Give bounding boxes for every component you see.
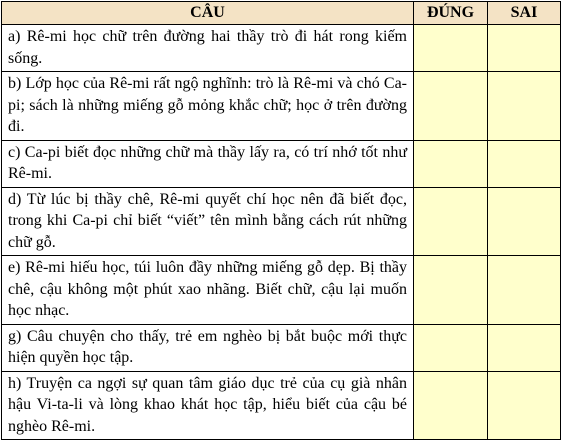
table-row bbox=[2, 25, 561, 72]
table-row bbox=[2, 324, 561, 371]
header-false: SAI bbox=[488, 2, 561, 25]
false-cell-e[interactable] bbox=[488, 256, 561, 325]
statement-c: c) Ca-pi biết đọc những chữ mà thầy lấy ra, có trí nhớ tốt như Rê-mi. bbox=[2, 140, 414, 187]
true-cell-e[interactable] bbox=[414, 256, 488, 325]
header-true: ĐÚNG bbox=[414, 2, 488, 25]
false-cell-d[interactable] bbox=[488, 187, 561, 256]
false-cell-a[interactable] bbox=[488, 25, 561, 72]
true-cell-d[interactable] bbox=[414, 187, 488, 256]
false-cell-h[interactable] bbox=[488, 371, 561, 440]
table-row bbox=[2, 187, 561, 256]
header-row bbox=[2, 2, 561, 25]
true-false-table bbox=[1, 1, 561, 440]
true-cell-c[interactable] bbox=[414, 140, 488, 187]
table-row bbox=[2, 140, 561, 187]
false-cell-g[interactable] bbox=[488, 324, 561, 371]
true-cell-g[interactable] bbox=[414, 324, 488, 371]
statement-e: e) Rê-mi hiếu học, túi luôn đầy những miếng gỗ dẹp. Bị thầy chê, cậu không một phút xao nhãng. Biết chữ, cậu lại muốn học nhạc. bbox=[2, 256, 414, 325]
false-cell-c[interactable] bbox=[488, 140, 561, 187]
header-question: CÂU bbox=[2, 2, 414, 25]
statement-d: d) Từ lúc bị thầy chê, Rê-mi quyết chí học nên đã biết đọc, trong khi Ca-pi chỉ biết “viết” tên mình bằng cách rút những chữ gỗ. bbox=[2, 187, 414, 256]
table-row bbox=[2, 371, 561, 440]
statement-a: a) Rê-mi học chữ trên đường hai thầy trò đi hát rong kiếm sống. bbox=[2, 25, 414, 72]
table-row bbox=[2, 72, 561, 141]
true-cell-a[interactable] bbox=[414, 25, 488, 72]
false-cell-b[interactable] bbox=[488, 72, 561, 141]
table-row bbox=[2, 256, 561, 325]
true-cell-h[interactable] bbox=[414, 371, 488, 440]
statement-h: h) Truyện ca ngợi sự quan tâm giáo dục trẻ của cụ già nhân hậu Vi-ta-li và lòng khao khát học tập, hiểu biết của cậu bé nghèo Rê-mi. bbox=[2, 371, 414, 440]
true-cell-b[interactable] bbox=[414, 72, 488, 141]
statement-b: b) Lớp học của Rê-mi rất ngộ nghĩnh: trò là Rê-mi và chó Ca-pi; sách là những miếng gỗ mỏng khắc chữ; học ở trên đường đi. bbox=[2, 72, 414, 141]
statement-g: g) Câu chuyện cho thấy, trẻ em nghèo bị bắt buộc mới thực hiện quyền học tập. bbox=[2, 324, 414, 371]
